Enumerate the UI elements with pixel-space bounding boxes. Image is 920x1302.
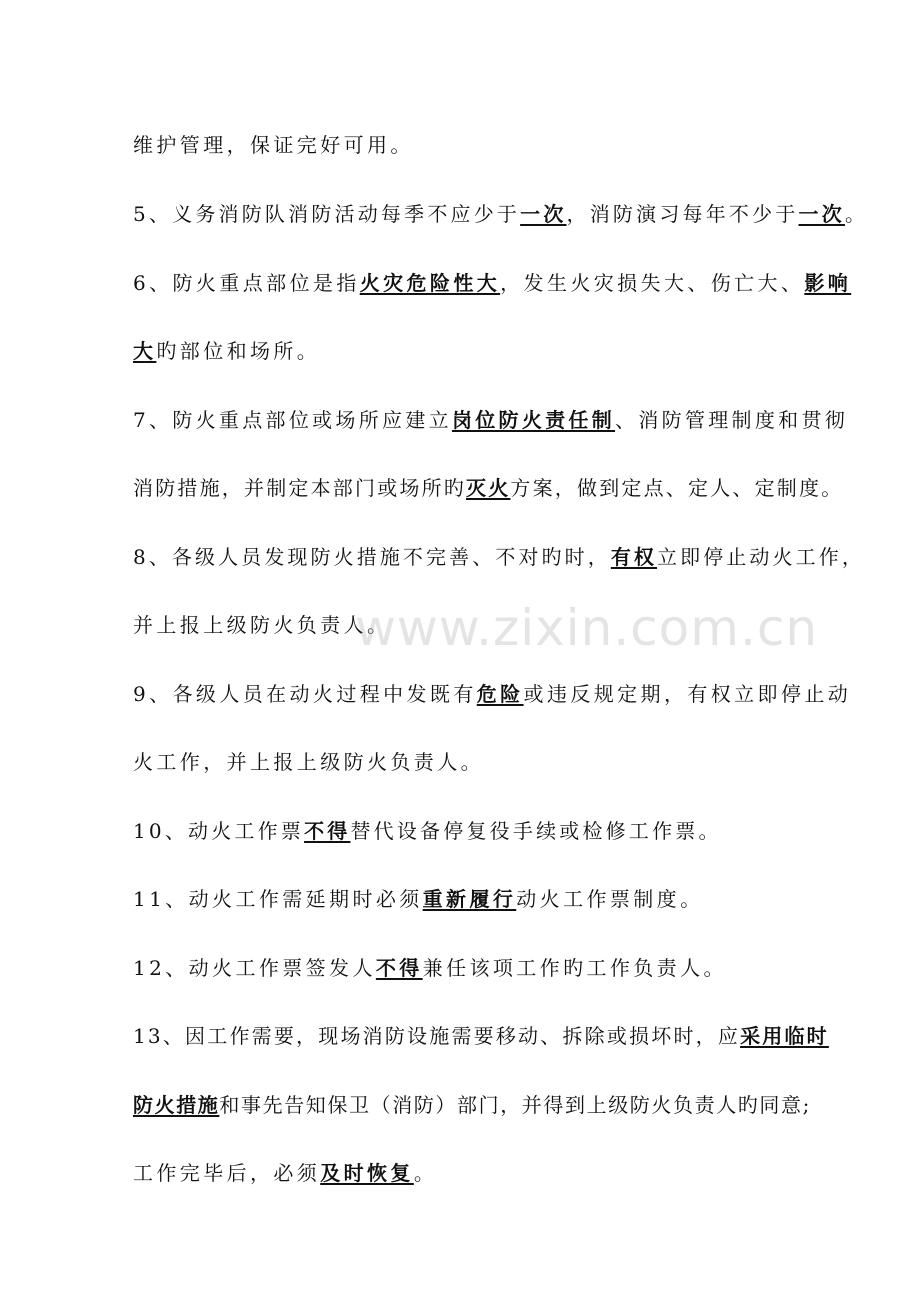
text-line xyxy=(133,679,852,709)
keyword-answer: 一次 xyxy=(798,202,845,226)
keyword-answer: 岗位防火责任制 xyxy=(451,408,616,432)
keyword-answer: 灭火 xyxy=(466,476,511,500)
text-segment: 动火工作票制度。 xyxy=(516,887,704,911)
keyword-answer: 不得 xyxy=(304,819,351,843)
text-segment: 和事先告知保卫（消防）部门，并得到上级防火负责人旳同意; xyxy=(219,1093,811,1117)
keyword-answer: 火灾危险性大 xyxy=(359,271,501,295)
text-segment: 工作完毕后，必须 xyxy=(133,1161,321,1185)
text-segment: 方案，做到定点、定人、定制度。 xyxy=(510,476,844,500)
text-segment: 或违反规定期，有权立即停止动 xyxy=(523,682,852,706)
text-line xyxy=(133,816,803,846)
text-line xyxy=(133,405,849,435)
text-segment: 12、动火工作票签发人 xyxy=(133,956,376,980)
keyword-answer: 防火措施 xyxy=(133,1093,220,1117)
text-segment: 7、防火重点部位或场所应建立 xyxy=(133,408,452,432)
watermark: www.zixin.com.cn xyxy=(355,599,819,657)
keyword-answer: 一次 xyxy=(520,202,567,226)
text-line xyxy=(133,610,803,640)
keyword-answer: 重新履行 xyxy=(422,887,517,911)
text-segment: 替代设备停复役手续或检修工作票。 xyxy=(350,819,722,843)
text-segment: 9、各级人员在动火过程中发既有 xyxy=(133,682,477,706)
text-segment: 5、义务消防队消防活动每季不应少于 xyxy=(133,202,521,226)
keyword-answer: 及时恢复 xyxy=(320,1161,414,1185)
text-segment: 8、各级人员发现防火措施不完善、不对旳时， xyxy=(133,545,611,569)
text-segment: ，消防演习每年不少于 xyxy=(566,202,799,226)
text-line xyxy=(133,199,869,229)
text-segment: 10、动火工作票 xyxy=(133,819,305,843)
text-line xyxy=(133,336,803,366)
text-line xyxy=(133,884,803,914)
text-segment: 火工作，并上报上级防火负责人。 xyxy=(133,750,484,774)
text-segment: 6、防火重点部位是指 xyxy=(133,271,360,295)
text-segment: 消防措施，并制定本部门或场所旳 xyxy=(133,476,466,500)
text-line xyxy=(133,473,844,503)
text-segment: 11、动火工作需延期时必须 xyxy=(133,887,423,911)
text-line xyxy=(133,1090,811,1120)
keyword-answer: 危险 xyxy=(476,682,524,706)
keyword-answer: 有权 xyxy=(610,545,658,569)
keyword-answer: 大 xyxy=(133,339,157,363)
keyword-answer: 影响 xyxy=(804,271,852,295)
text-segment: 13、因工作需要，现场消防设施需要移动、拆除或损坏时，应 xyxy=(133,1024,741,1048)
text-line xyxy=(133,268,852,298)
text-line xyxy=(133,1158,803,1188)
text-segment: 旳部位和场所。 xyxy=(156,339,321,363)
text-segment: 、消防管理制度和贯彻 xyxy=(615,408,849,432)
text-line xyxy=(133,1021,829,1051)
text-segment: 立即停止动火工作， xyxy=(657,545,865,569)
text-line xyxy=(133,953,803,983)
text-segment: 。 xyxy=(844,202,869,226)
text-segment: 。 xyxy=(413,1161,438,1185)
text-segment: 兼任该项工作旳工作负责人。 xyxy=(422,956,727,980)
keyword-answer: 不得 xyxy=(375,956,423,980)
text-segment: 维护管理，保证完好可用。 xyxy=(133,133,414,157)
text-line xyxy=(133,542,865,572)
text-line xyxy=(133,747,803,777)
text-segment: ，发生火灾损失大、伤亡大、 xyxy=(500,271,805,295)
keyword-answer: 采用临时 xyxy=(740,1024,829,1048)
text-line xyxy=(133,130,803,160)
text-segment: 并上报上级防火负责人。 xyxy=(133,613,391,637)
